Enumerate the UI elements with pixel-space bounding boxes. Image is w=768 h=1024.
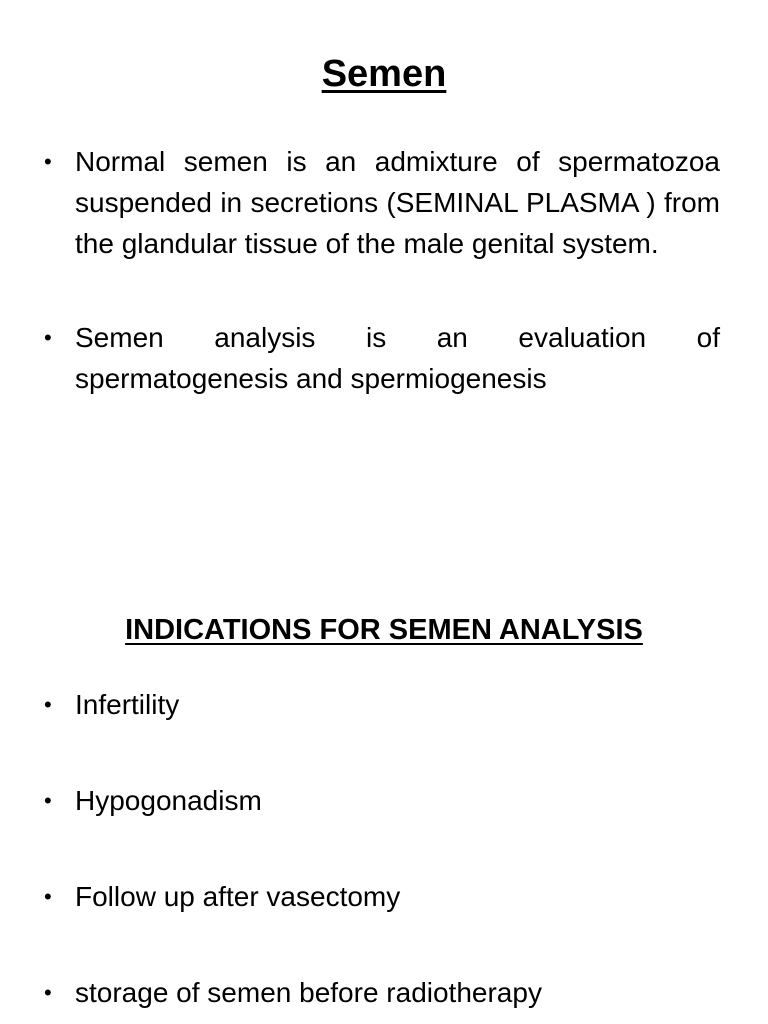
bullet-text: Hypogonadism [75, 785, 262, 816]
bullet-text: Infertility [75, 689, 180, 720]
indications-list [44, 684, 720, 1013]
indication-item [44, 972, 720, 1013]
bullet-text: Semen analysis is an evaluation of spermatogenesis and spermiogenesis [75, 322, 720, 394]
bullet-icon: • [44, 788, 52, 813]
intro-bullet-analysis [44, 317, 720, 399]
bullet-icon: • [44, 884, 52, 909]
slide-title: Semen [321, 53, 447, 95]
bullet-text: Normal semen is an admixture of spermatozoa suspended in secretions (SEMINAL PLASMA ) from the glandular tissue of the male genital system. [75, 146, 720, 259]
bullet-text: storage of semen before radiotherapy [75, 977, 542, 1008]
intro-bullet-list [44, 141, 720, 399]
indications-heading: INDICATIONS FOR SEMEN ANALYSIS [125, 614, 643, 646]
bullet-icon: • [44, 149, 52, 174]
bullet-icon: • [44, 980, 52, 1005]
bullet-text: Follow up after vasectomy [75, 881, 401, 912]
bullet-icon: • [44, 692, 52, 717]
indication-item [44, 876, 720, 917]
indication-item [44, 684, 720, 725]
bullet-icon: • [44, 325, 52, 350]
indication-item [44, 780, 720, 821]
intro-bullet-definition [44, 141, 720, 264]
